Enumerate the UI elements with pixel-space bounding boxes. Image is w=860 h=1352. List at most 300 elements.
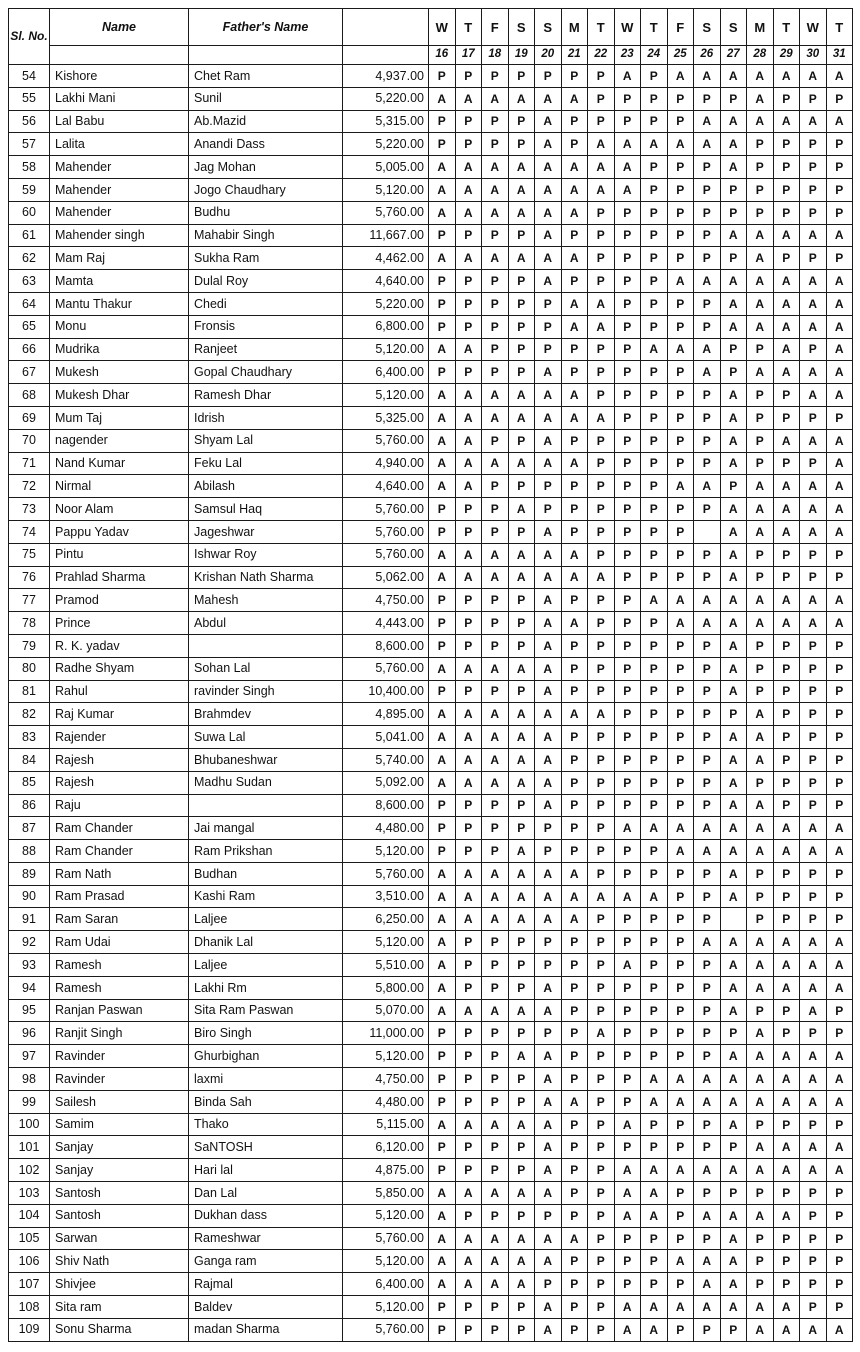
attendance-cell: A: [561, 201, 588, 224]
attendance-cell: A: [535, 1068, 562, 1091]
amount-cell: 4,480.00: [343, 817, 429, 840]
attendance-cell: P: [826, 794, 853, 817]
table-row: [9, 133, 853, 156]
attendance-cell: P: [429, 498, 456, 521]
attendance-cell: P: [561, 498, 588, 521]
table-row: [9, 1296, 853, 1319]
attendance-cell: P: [614, 429, 641, 452]
table-row: [9, 292, 853, 315]
attendance-cell: P: [641, 87, 668, 110]
attendance-cell: A: [747, 1068, 774, 1091]
attendance-cell: P: [588, 931, 615, 954]
serial-number-cell: 98: [9, 1068, 50, 1091]
attendance-cell: P: [773, 1022, 800, 1045]
attendance-cell: P: [429, 612, 456, 635]
day-letter-header: S: [508, 9, 535, 46]
attendance-cell: P: [694, 247, 721, 270]
attendance-cell: P: [455, 954, 482, 977]
fathers-name-subheader: [189, 46, 343, 65]
table-row: [9, 885, 853, 908]
fathers-name-cell: Ram Prikshan: [189, 840, 343, 863]
attendance-cell: A: [535, 726, 562, 749]
table-row: [9, 110, 853, 133]
attendance-cell: A: [667, 1068, 694, 1091]
amount-cell: 4,462.00: [343, 247, 429, 270]
name-cell: Ranjan Paswan: [50, 999, 189, 1022]
attendance-cell: P: [588, 1227, 615, 1250]
amount-cell: 5,220.00: [343, 87, 429, 110]
attendance-cell: P: [614, 931, 641, 954]
attendance-cell: A: [800, 1045, 827, 1068]
attendance-cell: A: [747, 703, 774, 726]
attendance-cell: A: [455, 156, 482, 179]
attendance-cell: P: [455, 1159, 482, 1182]
date-header: 29: [773, 46, 800, 65]
name-cell: Santosh: [50, 1204, 189, 1227]
attendance-cell: A: [720, 612, 747, 635]
amount-cell: 6,400.00: [343, 1273, 429, 1296]
attendance-cell: P: [694, 703, 721, 726]
attendance-cell: A: [720, 1113, 747, 1136]
amount-cell: 5,850.00: [343, 1182, 429, 1205]
attendance-cell: P: [508, 1318, 535, 1341]
name-cell: Rahul: [50, 680, 189, 703]
attendance-cell: A: [508, 1045, 535, 1068]
attendance-cell: A: [694, 1090, 721, 1113]
amount-cell: 4,750.00: [343, 589, 429, 612]
attendance-cell: A: [535, 384, 562, 407]
attendance-cell: A: [588, 1022, 615, 1045]
table-row: [9, 703, 853, 726]
attendance-cell: P: [800, 885, 827, 908]
amount-header: [343, 9, 429, 46]
attendance-cell: P: [800, 543, 827, 566]
attendance-cell: A: [482, 748, 509, 771]
attendance-cell: A: [455, 566, 482, 589]
attendance-cell: A: [561, 178, 588, 201]
day-letter-header: W: [800, 9, 827, 46]
attendance-cell: A: [720, 452, 747, 475]
attendance-cell: A: [694, 110, 721, 133]
attendance-cell: A: [773, 520, 800, 543]
name-cell: R. K. yadav: [50, 634, 189, 657]
attendance-cell: A: [694, 65, 721, 88]
attendance-cell: A: [455, 406, 482, 429]
attendance-cell: A: [800, 589, 827, 612]
attendance-cell: P: [614, 452, 641, 475]
attendance-cell: P: [429, 133, 456, 156]
attendance-cell: P: [694, 1113, 721, 1136]
table-row: [9, 315, 853, 338]
attendance-cell: P: [720, 201, 747, 224]
attendance-cell: P: [429, 794, 456, 817]
attendance-cell: A: [667, 65, 694, 88]
name-cell: Mahender: [50, 201, 189, 224]
attendance-cell: A: [667, 1090, 694, 1113]
attendance-cell: P: [614, 270, 641, 293]
attendance-cell: P: [800, 657, 827, 680]
attendance-cell: P: [667, 1022, 694, 1045]
attendance-cell: A: [773, 475, 800, 498]
attendance-cell: A: [535, 201, 562, 224]
fathers-name-cell: Jag Mohan: [189, 156, 343, 179]
attendance-cell: P: [455, 612, 482, 635]
attendance-cell: A: [614, 178, 641, 201]
attendance-cell: A: [800, 384, 827, 407]
attendance-cell: P: [614, 406, 641, 429]
attendance-cell: A: [694, 1273, 721, 1296]
attendance-cell: A: [588, 133, 615, 156]
attendance-cell: A: [455, 862, 482, 885]
attendance-cell: P: [508, 817, 535, 840]
attendance-cell: A: [641, 885, 668, 908]
serial-number-cell: 93: [9, 954, 50, 977]
attendance-cell: P: [773, 680, 800, 703]
attendance-cell: A: [773, 292, 800, 315]
attendance-cell: P: [694, 452, 721, 475]
attendance-cell: A: [720, 315, 747, 338]
serial-number-cell: 96: [9, 1022, 50, 1045]
attendance-cell: P: [508, 1204, 535, 1227]
table-row: [9, 1318, 853, 1341]
amount-cell: 4,640.00: [343, 270, 429, 293]
attendance-cell: P: [482, 1090, 509, 1113]
attendance-cell: P: [641, 703, 668, 726]
fathers-name-cell: Jageshwar: [189, 520, 343, 543]
day-letter-header: W: [614, 9, 641, 46]
day-letter-header: T: [455, 9, 482, 46]
attendance-cell: A: [826, 1136, 853, 1159]
attendance-cell: A: [535, 657, 562, 680]
table-row: [9, 794, 853, 817]
attendance-cell: P: [826, 703, 853, 726]
attendance-cell: A: [720, 1045, 747, 1068]
attendance-cell: A: [482, 771, 509, 794]
amount-cell: 10,400.00: [343, 680, 429, 703]
attendance-cell: A: [826, 589, 853, 612]
attendance-cell: A: [826, 520, 853, 543]
attendance-cell: A: [535, 452, 562, 475]
attendance-cell: P: [641, 976, 668, 999]
serial-number-cell: 60: [9, 201, 50, 224]
attendance-cell: P: [747, 338, 774, 361]
attendance-cell: P: [773, 1273, 800, 1296]
attendance-cell: P: [694, 201, 721, 224]
attendance-cell: A: [773, 338, 800, 361]
amount-cell: 5,120.00: [343, 931, 429, 954]
amount-cell: 5,740.00: [343, 748, 429, 771]
fathers-name-cell: Biro Singh: [189, 1022, 343, 1045]
name-cell: Mahender: [50, 156, 189, 179]
attendance-cell: P: [588, 87, 615, 110]
attendance-cell: P: [561, 1113, 588, 1136]
attendance-cell: A: [482, 201, 509, 224]
attendance-cell: P: [694, 384, 721, 407]
attendance-cell: P: [482, 292, 509, 315]
attendance-cell: P: [800, 1113, 827, 1136]
attendance-cell: P: [694, 315, 721, 338]
attendance-cell: P: [614, 634, 641, 657]
attendance-cell: P: [694, 885, 721, 908]
attendance-cell: A: [482, 1273, 509, 1296]
table-row: [9, 452, 853, 475]
attendance-cell: P: [482, 1045, 509, 1068]
attendance-cell: A: [561, 292, 588, 315]
attendance-cell: A: [482, 178, 509, 201]
attendance-cell: A: [588, 178, 615, 201]
attendance-cell: A: [773, 1090, 800, 1113]
attendance-cell: A: [508, 1113, 535, 1136]
attendance-cell: P: [455, 1296, 482, 1319]
attendance-cell: A: [773, 65, 800, 88]
attendance-cell: A: [800, 1068, 827, 1091]
attendance-cell: P: [508, 1296, 535, 1319]
serial-number-cell: 74: [9, 520, 50, 543]
attendance-cell: P: [800, 1182, 827, 1205]
attendance-cell: A: [614, 65, 641, 88]
attendance-cell: P: [614, 612, 641, 635]
fathers-name-cell: Chet Ram: [189, 65, 343, 88]
fathers-name-cell: SaNTOSH: [189, 1136, 343, 1159]
attendance-cell: A: [720, 657, 747, 680]
attendance-cell: P: [667, 999, 694, 1022]
attendance-cell: A: [747, 1136, 774, 1159]
attendance-cell: P: [773, 1250, 800, 1273]
attendance-cell: P: [667, 931, 694, 954]
attendance-cell: P: [429, 680, 456, 703]
attendance-cell: A: [720, 634, 747, 657]
attendance-cell: A: [588, 315, 615, 338]
attendance-cell: A: [826, 270, 853, 293]
attendance-cell: P: [561, 224, 588, 247]
attendance-cell: P: [588, 726, 615, 749]
attendance-cell: A: [641, 1296, 668, 1319]
serial-number-cell: 73: [9, 498, 50, 521]
attendance-cell: P: [800, 748, 827, 771]
attendance-cell: P: [455, 361, 482, 384]
attendance-cell: P: [508, 1159, 535, 1182]
attendance-cell: P: [508, 315, 535, 338]
attendance-cell: P: [800, 1204, 827, 1227]
attendance-cell: P: [800, 908, 827, 931]
attendance-cell: P: [561, 771, 588, 794]
attendance-cell: A: [561, 87, 588, 110]
attendance-cell: P: [773, 999, 800, 1022]
attendance-cell: P: [482, 133, 509, 156]
name-cell: Radhe Shyam: [50, 657, 189, 680]
attendance-cell: A: [429, 657, 456, 680]
attendance-cell: P: [614, 657, 641, 680]
amount-cell: 5,760.00: [343, 201, 429, 224]
attendance-cell: A: [455, 657, 482, 680]
attendance-cell: A: [429, 406, 456, 429]
attendance-cell: P: [482, 361, 509, 384]
attendance-cell: P: [482, 931, 509, 954]
attendance-cell: P: [429, 65, 456, 88]
name-cell: Pappu Yadav: [50, 520, 189, 543]
attendance-cell: P: [773, 133, 800, 156]
attendance-cell: P: [667, 726, 694, 749]
table-row: [9, 748, 853, 771]
attendance-cell: A: [561, 1227, 588, 1250]
attendance-cell: A: [667, 338, 694, 361]
amount-cell: 5,120.00: [343, 1045, 429, 1068]
attendance-cell: A: [747, 1296, 774, 1319]
serial-number-cell: 61: [9, 224, 50, 247]
attendance-cell: A: [455, 908, 482, 931]
attendance-cell: A: [694, 361, 721, 384]
attendance-cell: P: [588, 680, 615, 703]
serial-number-cell: 72: [9, 475, 50, 498]
attendance-cell: A: [800, 361, 827, 384]
attendance-cell: A: [455, 885, 482, 908]
attendance-cell: P: [614, 1227, 641, 1250]
attendance-cell: P: [588, 1296, 615, 1319]
attendance-cell: P: [667, 1182, 694, 1205]
attendance-cell: A: [482, 1182, 509, 1205]
attendance-cell: P: [800, 201, 827, 224]
amount-cell: 5,120.00: [343, 1204, 429, 1227]
attendance-cell: A: [826, 931, 853, 954]
attendance-cell: A: [800, 429, 827, 452]
sl-no-header: Sl. No.: [9, 9, 50, 65]
attendance-cell: P: [455, 589, 482, 612]
attendance-cell: P: [694, 1182, 721, 1205]
attendance-cell: A: [535, 361, 562, 384]
serial-number-cell: 86: [9, 794, 50, 817]
attendance-cell: A: [508, 908, 535, 931]
fathers-name-cell: Shyam Lal: [189, 429, 343, 452]
attendance-cell: P: [614, 771, 641, 794]
attendance-cell: P: [455, 1022, 482, 1045]
table-row: [9, 361, 853, 384]
amount-cell: 5,041.00: [343, 726, 429, 749]
attendance-cell: A: [508, 726, 535, 749]
attendance-cell: A: [429, 954, 456, 977]
fathers-name-cell: Rameshwar: [189, 1227, 343, 1250]
attendance-cell: P: [747, 680, 774, 703]
attendance-cell: P: [614, 110, 641, 133]
attendance-cell: A: [535, 178, 562, 201]
attendance-cell: A: [800, 315, 827, 338]
attendance-cell: P: [694, 87, 721, 110]
attendance-cell: P: [800, 726, 827, 749]
attendance-cell: A: [429, 885, 456, 908]
name-cell: Mantu Thakur: [50, 292, 189, 315]
attendance-cell: P: [561, 520, 588, 543]
attendance-cell: A: [747, 748, 774, 771]
attendance-cell: P: [694, 178, 721, 201]
attendance-cell: A: [826, 1090, 853, 1113]
attendance-cell: A: [482, 908, 509, 931]
attendance-cell: P: [800, 771, 827, 794]
attendance-cell: A: [535, 976, 562, 999]
attendance-cell: A: [773, 954, 800, 977]
attendance-cell: P: [641, 201, 668, 224]
fathers-name-cell: Sunil: [189, 87, 343, 110]
fathers-name-cell: Baldev: [189, 1296, 343, 1319]
attendance-cell: P: [667, 657, 694, 680]
attendance-cell: A: [535, 794, 562, 817]
attendance-cell: A: [561, 247, 588, 270]
attendance-cell: P: [641, 452, 668, 475]
attendance-cell: P: [429, 315, 456, 338]
attendance-cell: P: [614, 87, 641, 110]
attendance-cell: P: [641, 520, 668, 543]
attendance-cell: P: [667, 224, 694, 247]
attendance-cell: A: [455, 384, 482, 407]
attendance-cell: P: [561, 1273, 588, 1296]
attendance-cell: P: [747, 384, 774, 407]
attendance-cell: P: [667, 247, 694, 270]
attendance-cell: A: [508, 247, 535, 270]
attendance-cell: P: [588, 589, 615, 612]
attendance-cell: A: [429, 931, 456, 954]
attendance-cell: A: [826, 475, 853, 498]
table-row: [9, 657, 853, 680]
attendance-cell: A: [614, 885, 641, 908]
attendance-cell: P: [561, 65, 588, 88]
attendance-cell: P: [614, 1045, 641, 1068]
attendance-cell: A: [800, 498, 827, 521]
fathers-name-cell: Mahesh: [189, 589, 343, 612]
attendance-cell: A: [641, 589, 668, 612]
fathers-name-cell: Abilash: [189, 475, 343, 498]
attendance-cell: A: [429, 1250, 456, 1273]
serial-number-cell: 87: [9, 817, 50, 840]
amount-cell: 5,120.00: [343, 178, 429, 201]
attendance-cell: A: [482, 406, 509, 429]
attendance-cell: A: [588, 156, 615, 179]
attendance-cell: P: [429, 1159, 456, 1182]
fathers-name-cell: Ishwar Roy: [189, 543, 343, 566]
table-row: [9, 1182, 853, 1205]
attendance-cell: A: [455, 247, 482, 270]
attendance-cell: P: [561, 1182, 588, 1205]
attendance-cell: A: [482, 885, 509, 908]
attendance-cell: A: [773, 1318, 800, 1341]
attendance-cell: A: [535, 612, 562, 635]
amount-cell: 5,800.00: [343, 976, 429, 999]
attendance-cell: P: [747, 1182, 774, 1205]
serial-number-cell: 63: [9, 270, 50, 293]
attendance-cell: P: [773, 771, 800, 794]
attendance-cell: A: [720, 1204, 747, 1227]
serial-number-cell: 57: [9, 133, 50, 156]
header-row: [9, 9, 853, 46]
attendance-cell: P: [826, 1296, 853, 1319]
attendance-cell: P: [588, 908, 615, 931]
attendance-cell: P: [482, 840, 509, 863]
fathers-name-cell: Laljee: [189, 908, 343, 931]
attendance-cell: P: [667, 1204, 694, 1227]
name-cell: Mahender singh: [50, 224, 189, 247]
table-row: [9, 862, 853, 885]
attendance-cell: P: [826, 726, 853, 749]
attendance-cell: P: [694, 748, 721, 771]
attendance-cell: P: [800, 156, 827, 179]
attendance-cell: P: [641, 270, 668, 293]
attendance-cell: A: [429, 726, 456, 749]
attendance-cell: A: [614, 1204, 641, 1227]
attendance-cell: P: [588, 1182, 615, 1205]
attendance-cell: A: [747, 315, 774, 338]
attendance-cell: A: [429, 703, 456, 726]
attendance-cell: P: [535, 840, 562, 863]
attendance-cell: A: [535, 1113, 562, 1136]
attendance-cell: P: [720, 1136, 747, 1159]
attendance-cell: P: [641, 612, 668, 635]
